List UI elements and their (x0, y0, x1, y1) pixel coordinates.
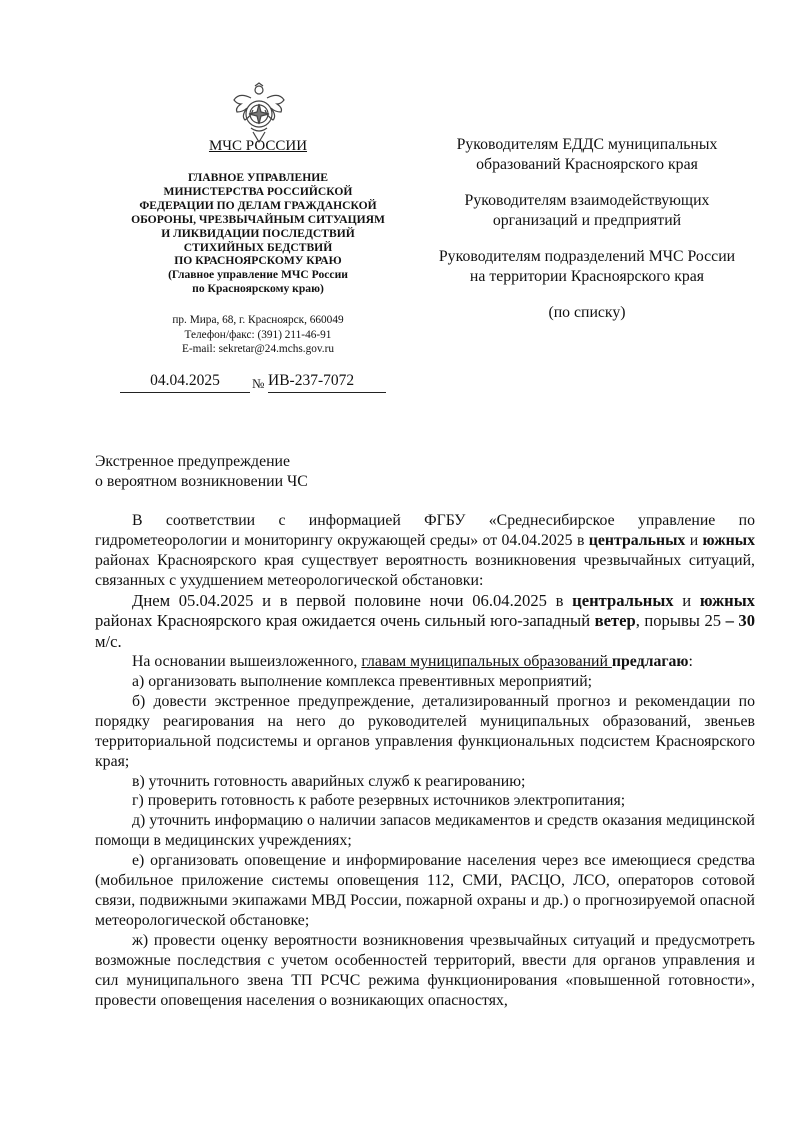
text-run: и (673, 590, 700, 610)
list-item: д) уточнить информацию о наличии запасов медикаментов и средств оказания медицинской помощи в медицинских учреждениях; (95, 812, 755, 850)
list-item: б) довести экстренное предупреждение, детализированный прогноз и рекомендации по порядку реагирования на него до руководителей муниципальных образований, звеньев территориальной подсистемы и органов управления функциональных подсистем Красноярского края; (95, 692, 755, 770)
recipient-group (408, 303, 766, 323)
bold-run: южных (699, 590, 755, 610)
bold-run: предлагаю (611, 653, 689, 671)
text-run: , порывы 25 (635, 611, 726, 631)
org-full-line: ГЛАВНОЕ УПРАВЛЕНИЕ (188, 171, 328, 184)
emchs-emblem-icon (231, 82, 287, 144)
recipient-group (408, 247, 766, 286)
org-full-line: по Красноярскому краю) (192, 282, 324, 296)
body-paragraph (95, 511, 755, 591)
registration-line (120, 372, 390, 396)
recipient-line: Руководителям подразделений МЧС России (438, 248, 736, 265)
org-short-name: МЧС РОССИИ (208, 138, 308, 154)
list-item: а) организовать выполнение комплекса превентивных мероприятий; (132, 673, 593, 691)
text-run: : (688, 653, 693, 671)
bold-run: центральных (572, 590, 674, 610)
text-run: районах Красноярского края существует вероятность возникновения чрезвычайных ситуаций, связанных с ухудшением метеорологической обстановки: (95, 551, 755, 589)
org-full-line: СТИХИЙНЫХ БЕДСТВИЙ (183, 240, 333, 254)
org-full-line: ФЕДЕРАЦИИ ПО ДЕЛАМ ГРАЖДАНСКОЙ (139, 198, 377, 212)
subject-line: Экстренное предупреждение (95, 453, 291, 470)
number-sign: № (252, 376, 265, 391)
recipient-group (408, 135, 766, 174)
document-body (95, 511, 755, 1010)
list-item: в) уточнить готовность аварийных служб к реагированию; (132, 772, 526, 790)
email-line: E-mail: sekretar@24.mchs.gov.ru (181, 343, 335, 355)
subject-line: о вероятном возникновении ЧС (95, 472, 308, 490)
bold-run: – 30 (725, 611, 756, 631)
document-number: ИВ-237-7072 (268, 372, 386, 393)
org-full-line: И ЛИКВИДАЦИИ ПОСЛЕДСТВИЙ (161, 226, 355, 240)
address-line: пр. Мира, 68, г. Красноярск, 660049 (172, 314, 344, 326)
text-run: На основании вышеизложенного, (132, 653, 362, 671)
org-full-name (118, 171, 398, 296)
phone-line: Телефон/факс: (391) 211-46-91 (184, 328, 332, 341)
text-run: районах Красноярского края ожидается очень сильный юго-западный (95, 611, 595, 631)
recipient-line: организаций и предприятий (492, 211, 682, 229)
list-item: е) организовать оповещение и информирование населения через все имеющиеся средства (мобильное приложение системы оповещения 112, СМИ, РАСЦО, ЛСО, операторов сотовой связи, подвижными экипажами МВД России, пожарной охраны и др.) о прогнозируемой опасной метеорологической обстановке; (95, 852, 755, 929)
underlined-run: главам муниципальных образований (361, 653, 612, 671)
bold-run: ветер (594, 611, 636, 631)
text-run: м/с. (95, 631, 122, 651)
document-date: 04.04.2025 (120, 372, 250, 393)
org-full-line: ПО КРАСНОЯРСКОМУ КРАЮ (174, 254, 342, 268)
recipient-line: (по списку) (548, 304, 626, 321)
text-run: и (685, 531, 703, 549)
text-run: Днем 05.04.2025 и в первой половине ночи 06.04.2025 в (132, 590, 573, 610)
bold-run: центральных (588, 531, 686, 549)
recipient-line: на территории Красноярского края (469, 267, 705, 285)
org-address (118, 313, 398, 357)
org-full-line: МИНИСТЕРСТВА РОССИЙСКОЙ (163, 184, 353, 198)
text-run: В соответствии с информацией ФГБУ «Среднесибирское управление по гидрометеорологии и мониторингу окружающей среды» от 04.04.2025 в (95, 512, 755, 549)
org-full-line: (Главное управление МЧС России (168, 268, 348, 282)
recipient-line: Руководителям ЕДДС муниципальных (456, 136, 718, 153)
recipient-group (408, 191, 766, 230)
body-paragraph (95, 652, 755, 672)
recipients-block (408, 135, 766, 340)
list-item: г) проверить готовность к работе резервных источников электропитания; (132, 792, 626, 810)
recipient-line: Руководителям взаимодействующих (464, 192, 710, 209)
list-item: ж) провести оценку вероятности возникновения чрезвычайных ситуаций и предусмотреть возможные последствия с учетом особенностей территорий, ввести для органов управления и сил муниципального звена ТП РСЧС режима функционирования «повышенной готовности», провести оповещения населения о возникающих опасностях, (95, 931, 755, 1009)
org-full-line: ОБОРОНЫ, ЧРЕЗВЫЧАЙНЫМ СИТУАЦИЯМ (131, 212, 385, 226)
body-paragraph (95, 591, 755, 653)
document-subject (95, 452, 308, 491)
bold-run: южных (702, 531, 755, 549)
recipient-line: образований Красноярского края (476, 155, 698, 173)
